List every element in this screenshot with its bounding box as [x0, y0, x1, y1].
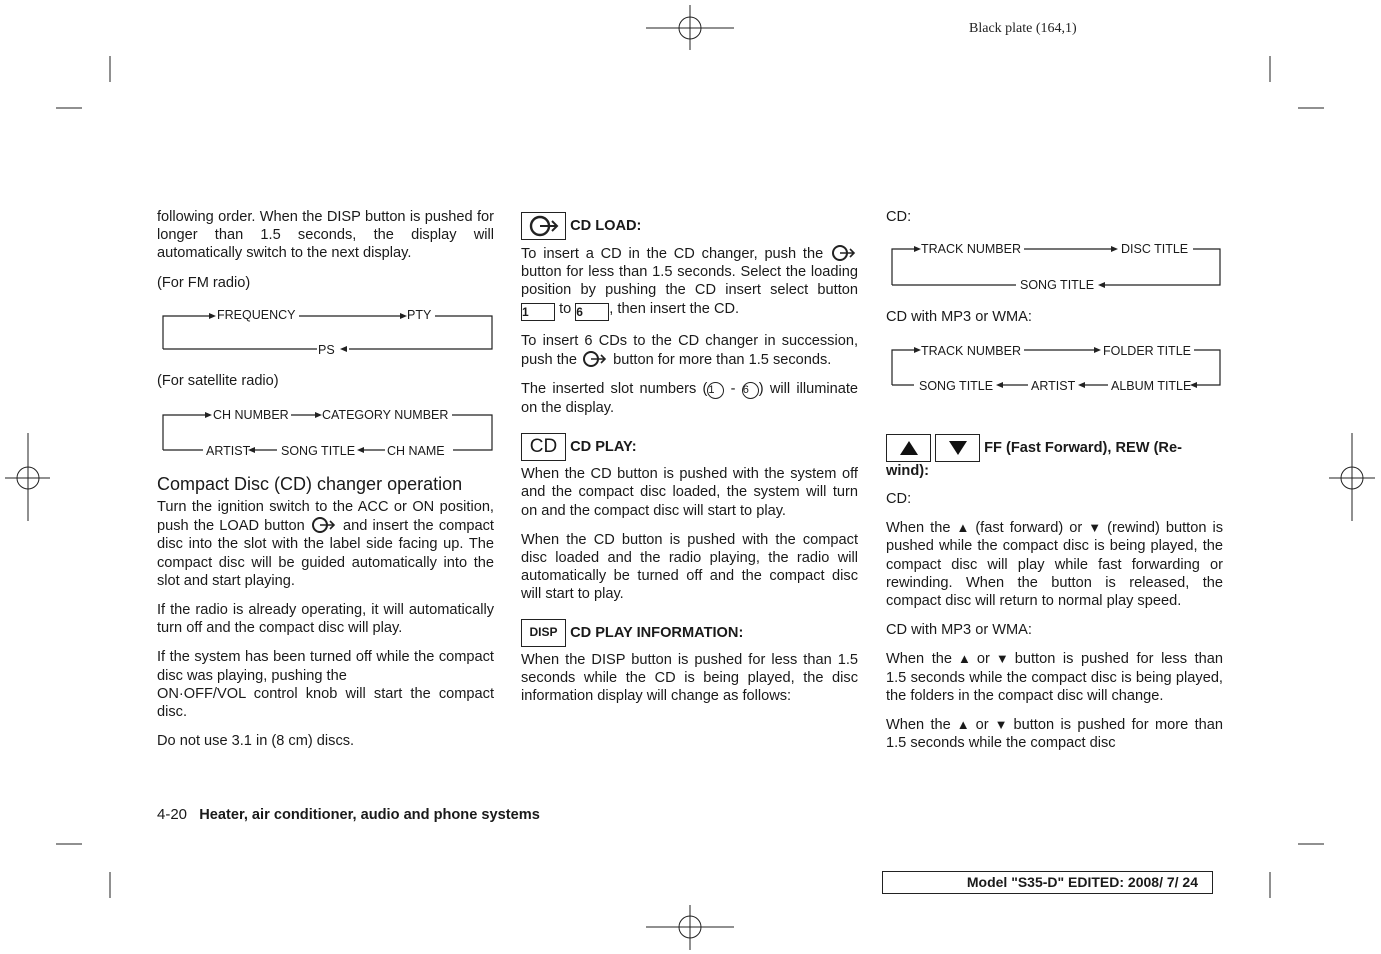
load-disc-arrow-icon — [830, 244, 858, 262]
triangle-down-icon — [948, 440, 968, 456]
flow-cd-song-title: SONG TITLE — [1020, 278, 1095, 292]
cd-changer-heading: Compact Disc (CD) changer operation — [157, 474, 463, 494]
flow-artist: ARTIST — [206, 444, 251, 458]
ff-p3-b: or — [975, 717, 989, 734]
ff-p1-c: (rewind) button is pushed while the compact disc is being played, the compact disc will play while fast forwarding or rewinding. When the button is released, the compact disc will return to normal play speed. — [886, 520, 1223, 610]
flow-album-title: ALBUM TITLE — [1111, 379, 1192, 393]
cd-changer-p2: If the radio is already operating, it will automatically turn off and the compact disc will play. — [157, 602, 494, 637]
rew-key — [935, 434, 980, 462]
satellite-label-wrap — [157, 372, 494, 390]
triangle-down-icon: ▼ — [994, 717, 1008, 733]
cd-key: CD — [521, 433, 566, 461]
satellite-radio-label: (For satellite radio) — [157, 373, 279, 389]
load-key — [521, 212, 566, 240]
flow-frequency: FREQUENCY — [217, 308, 296, 322]
flow-mp3-song-title: SONG TITLE — [919, 379, 994, 393]
cd-info-p1: When the DISP button is pushed for less than 1.5 seconds while the CD is being played, the disc information display will change as follows: — [521, 651, 858, 705]
load-p1-b: button for less than 1.5 seconds. Select the loading position by pushing the CD insert select button — [521, 264, 858, 299]
ff-heading-row — [886, 434, 1223, 481]
flow-mp3-track-number: TRACK NUMBER — [921, 344, 1022, 358]
flow-folder-title: FOLDER TITLE — [1103, 344, 1191, 358]
load-p1-c: , then insert the CD. — [609, 300, 740, 317]
cd-play-heading: CD PLAY: — [570, 439, 637, 456]
load-p1-a: To insert a CD in the CD changer, push the — [521, 246, 824, 262]
cd-info-heading-row — [521, 619, 858, 647]
cd-changer-p3 — [157, 648, 494, 721]
page-footer — [157, 806, 540, 823]
cd-play-p1: When the CD button is pushed with the system off and the compact disc loaded, the system will turn on and the compact disc will start to play. — [521, 466, 858, 519]
fm-display-flow — [157, 305, 497, 357]
cd-load-heading-row — [521, 212, 858, 240]
ff-p2-b: or — [976, 651, 990, 668]
triangle-down-icon: ▼ — [1088, 520, 1102, 536]
cd-changer-section — [157, 473, 494, 750]
fm-radio-label: (For FM radio) — [157, 274, 251, 291]
slot-key-6: 6 — [575, 303, 609, 321]
load-p2-a: To insert 6 CDs to the CD changer in succession, push the — [521, 332, 858, 368]
ff-rew-section — [886, 434, 1223, 752]
flow-track-number: TRACK NUMBER — [921, 242, 1022, 256]
p1-part-a: Turn the ignition switch to the ACC or ON position, push the LOAD button — [157, 499, 494, 535]
triangle-up-icon: ▲ — [958, 651, 971, 667]
flow-mp3-artist: ARTIST — [1031, 379, 1076, 393]
mp3-display-flow — [886, 341, 1226, 393]
plate-label: Black plate (164,1) — [969, 21, 1077, 36]
ff-p2 — [886, 650, 1223, 705]
column-2 — [521, 212, 858, 705]
ff-p3-a: When the — [886, 717, 951, 734]
cd-load-heading: CD LOAD: — [570, 217, 642, 234]
ff-p1-a: When the — [886, 520, 951, 537]
triangle-up-icon: ▲ — [956, 717, 970, 733]
flow-ch-name: CH NAME — [387, 444, 445, 458]
section-title: Heater, air conditioner, audio and phone systems — [199, 807, 540, 823]
p1-part-b: and insert the compact disc into the slot with the label side facing up. The compact disc will be guided automatically into the slot and start playing. — [157, 518, 494, 589]
flow-pty: PTY — [407, 308, 432, 322]
column-1 — [157, 208, 494, 292]
cd-display-flow — [886, 239, 1226, 291]
p3-part-b: ON·OFF/VOL control knob will start the compact disc. — [157, 685, 494, 721]
ff-p1 — [886, 519, 1223, 610]
load-p3-a: The inserted slot numbers ( — [521, 381, 708, 398]
load-dash: - — [730, 381, 736, 398]
flow-ch-number: CH NUMBER — [213, 408, 289, 422]
ff-p1-b: (fast forward) or — [975, 520, 1083, 537]
load-disc-arrow-icon — [310, 516, 338, 534]
flow-disc-title: DISC TITLE — [1121, 242, 1189, 256]
load-p3-b: ) will illuminate on the display. — [521, 381, 858, 417]
cd-changer-p1 — [157, 498, 494, 590]
cd-play-p2: When the CD button is pushed with the compact disc loaded and the radio playing, the radio will automatically be turned off and the compact disc will start to play. — [521, 531, 858, 603]
ff-p3-c: button is pushed for more than 1.5 seconds while the compact disc — [886, 717, 1224, 752]
satellite-display-flow — [157, 406, 497, 458]
mp3-flow-label: CD with MP3 or WMA: — [886, 309, 1032, 325]
slot-key-1: 1 — [521, 303, 555, 321]
ff-rew-heading: FF (Fast Forward), REW (Re-wind): — [886, 439, 1182, 479]
column-3-top — [886, 208, 1223, 226]
mp3-label-wrap — [886, 308, 1223, 326]
slot-number-6: 6 — [742, 382, 759, 399]
p3-part-a: If the system has been turned off while the compact disc was playing, pushing the — [157, 649, 494, 684]
slot-number-1: 1 — [707, 382, 724, 399]
ff-p3 — [886, 716, 1223, 752]
load-disc-arrow-icon — [581, 350, 609, 368]
triangle-up-icon — [899, 440, 919, 456]
ff-key — [886, 434, 931, 462]
flow-ps: PS — [318, 343, 335, 357]
triangle-down-icon: ▼ — [995, 651, 1009, 667]
model-edited-box: Model "S35-D" EDITED: 2008/ 7/ 24 — [882, 871, 1213, 894]
cd-flow-label: CD: — [886, 209, 912, 225]
ff-cd-label: CD: — [886, 491, 912, 507]
load-disc-arrow-icon — [526, 214, 562, 238]
cd-play-heading-row — [521, 433, 858, 461]
intro-paragraph: following order. When the DISP button is pushed for longer than 1.5 seconds, the display will automatically switch to the next display. — [157, 209, 494, 262]
ff-mp3-label: CD with MP3 or WMA: — [886, 622, 1032, 639]
cd-load-p3 — [521, 380, 858, 417]
cd-info-heading: CD PLAY INFORMATION: — [570, 624, 744, 641]
flow-song-title: SONG TITLE — [281, 444, 356, 458]
cd-changer-p4: Do not use 3.1 in (8 cm) discs. — [157, 733, 355, 750]
ff-p2-a: When the — [886, 651, 952, 668]
cd-load-p2 — [521, 332, 858, 369]
triangle-up-icon: ▲ — [956, 520, 970, 536]
disp-key: DISP — [521, 619, 566, 647]
ff-p2-c: button is pushed for less than 1.5 seconds while the compact disc is being played, the folders in the compact disc will change. — [886, 651, 1224, 704]
load-to: to — [559, 300, 572, 317]
load-p2-b: button for more than 1.5 seconds. — [613, 351, 832, 368]
cd-load-p1 — [521, 244, 858, 321]
flow-category-number: CATEGORY NUMBER — [322, 408, 449, 422]
page-number: 4-20 — [157, 806, 188, 823]
